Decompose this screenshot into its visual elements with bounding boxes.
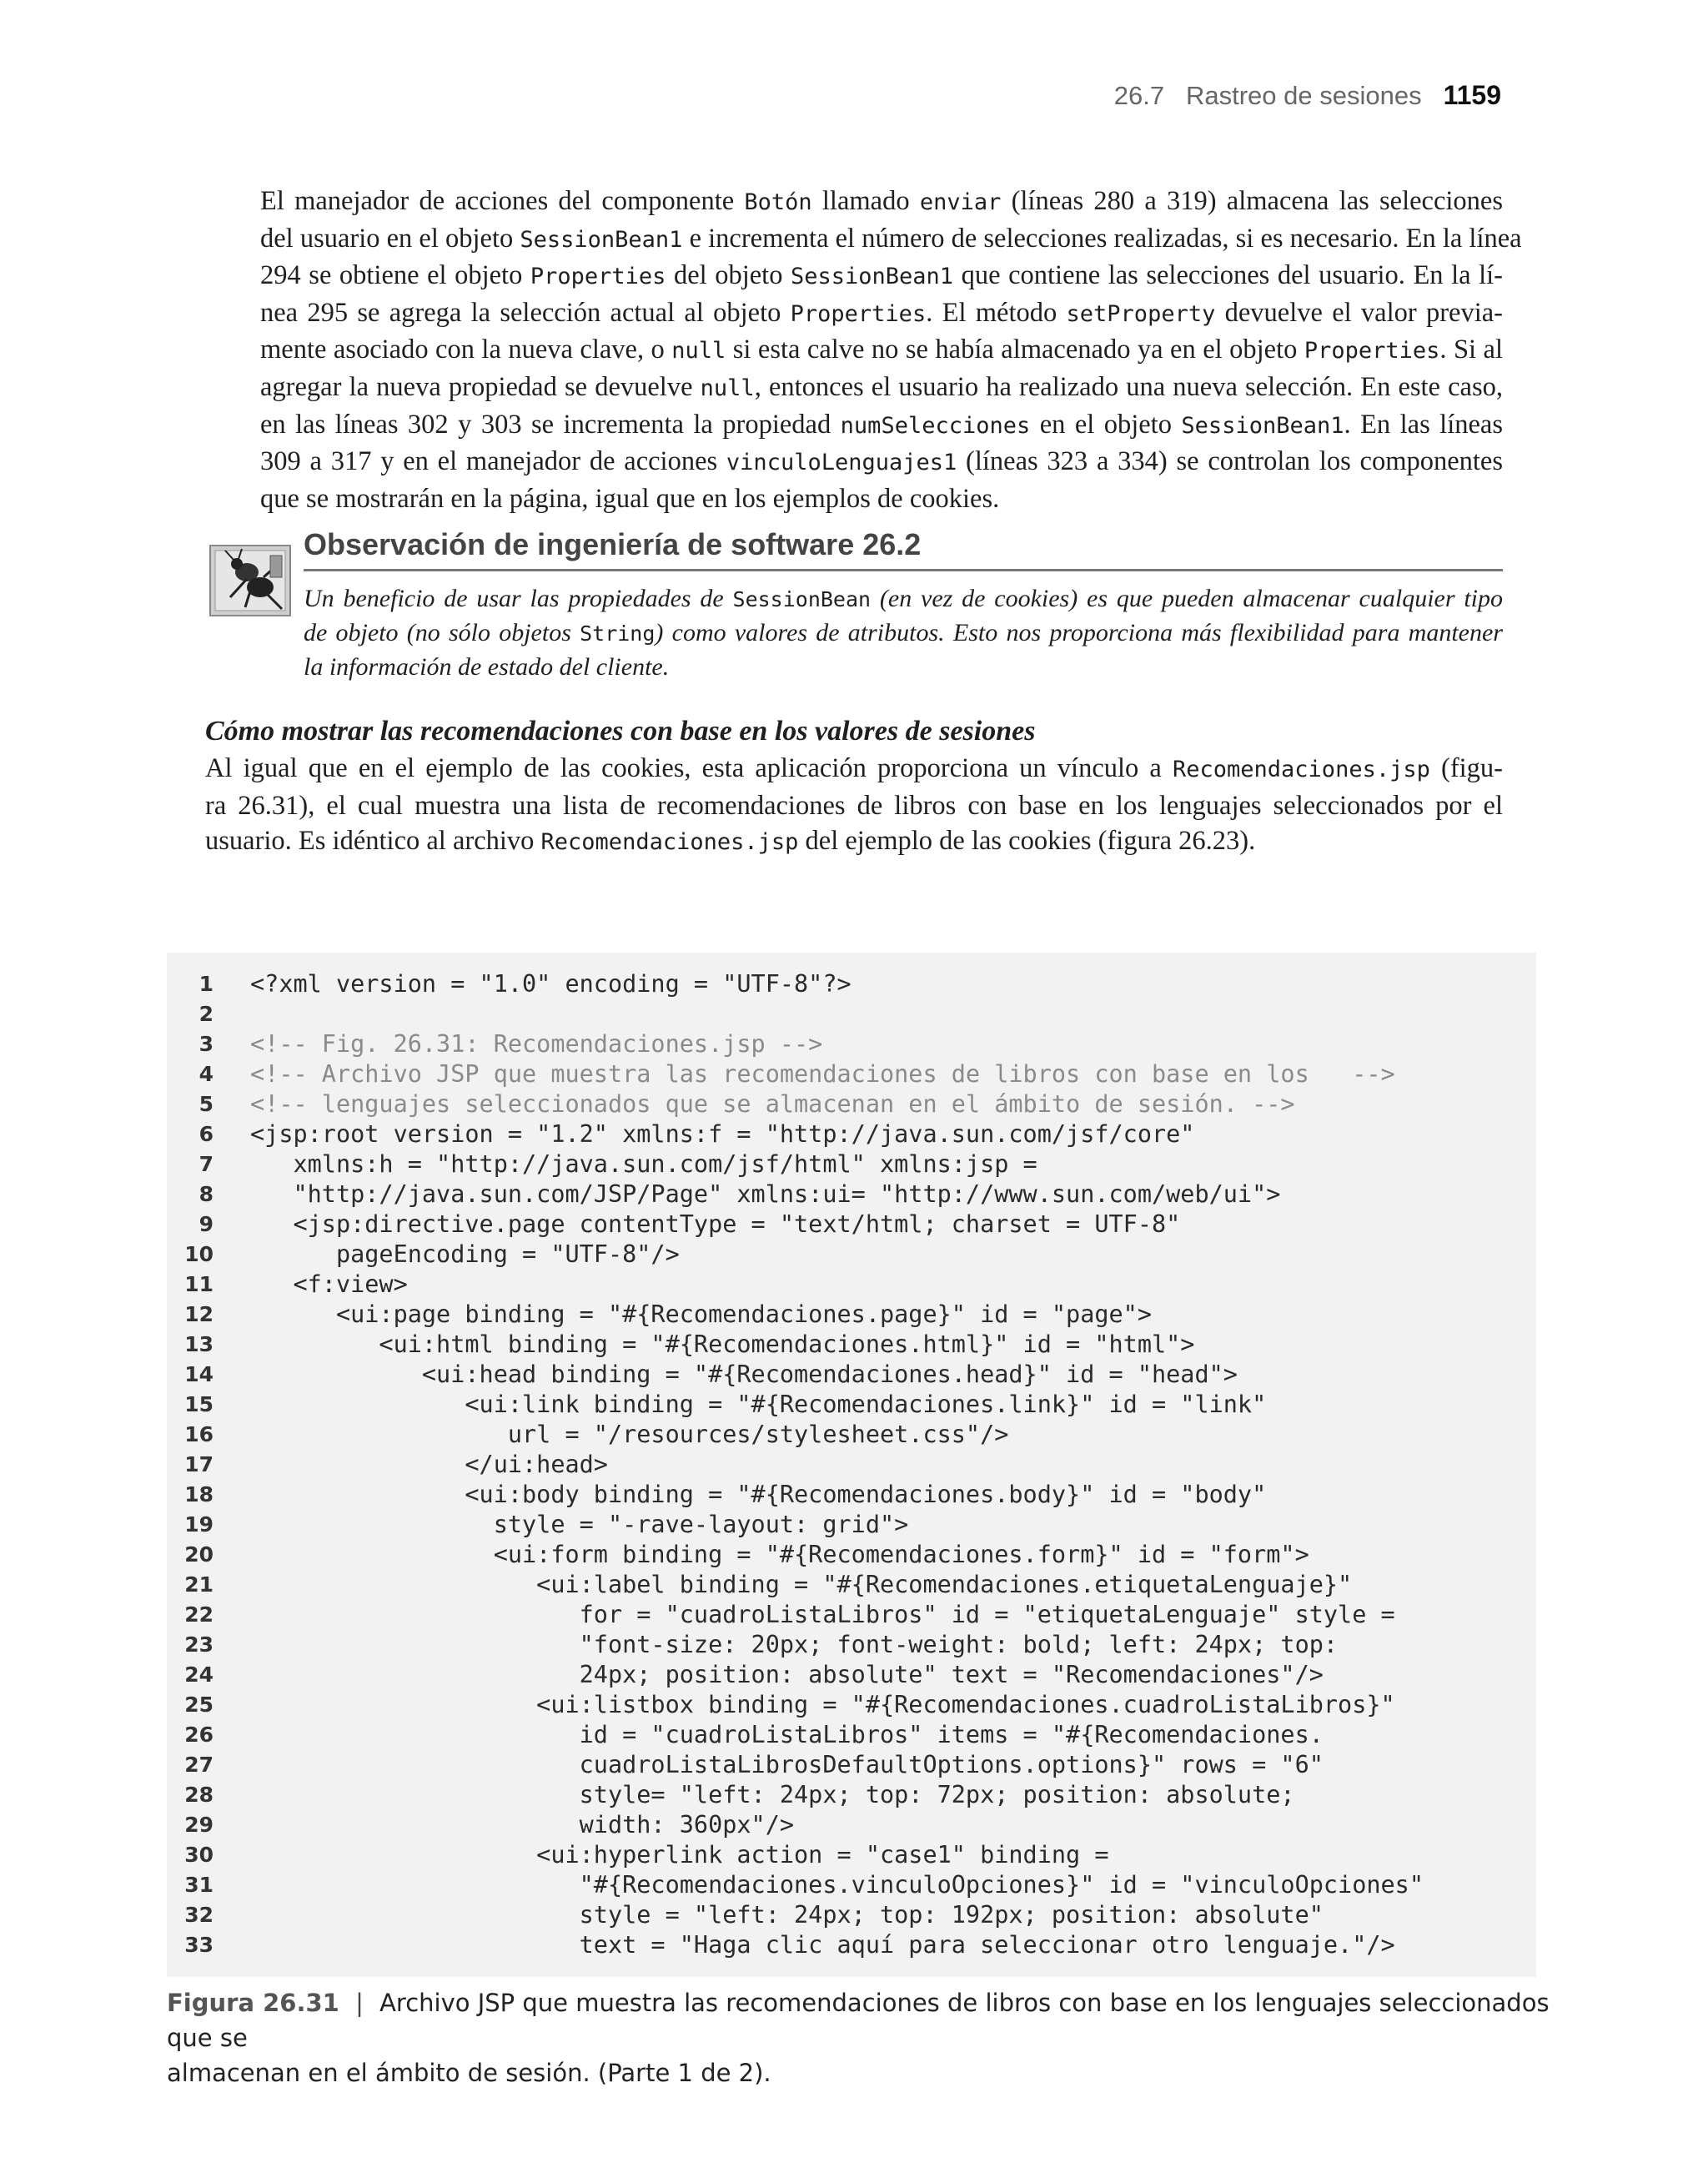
code-line — [167, 1900, 1536, 1930]
code-text: style = "-rave-layout: grid"> — [250, 1511, 909, 1538]
line-number: 15 — [184, 1392, 214, 1416]
code-text: for = "cuadroListaLibros" id = "etiquetaLenguaje" style = — [250, 1601, 1395, 1628]
code-text: <ui:link binding = "#{Recomendaciones.link}" id = "link" — [250, 1391, 1267, 1418]
inline-code: null — [700, 375, 755, 401]
inline-code: Recomendaciones.jsp — [1173, 757, 1430, 782]
line-number: 29 — [184, 1813, 214, 1837]
line-number: 23 — [184, 1632, 214, 1657]
code-text: </ui:head> — [250, 1451, 608, 1478]
line-number: 3 — [198, 1032, 214, 1056]
line-number: 25 — [184, 1693, 214, 1717]
code-line — [167, 1780, 1536, 1810]
code-line — [167, 1930, 1536, 1960]
code-text: <ui:body binding = "#{Recomendaciones.body}" id = "body" — [250, 1481, 1267, 1508]
code-text: width: 360px"/> — [250, 1811, 795, 1838]
code-line — [167, 1480, 1536, 1510]
line-number: 26 — [184, 1723, 214, 1747]
code-line — [167, 1180, 1536, 1210]
code-text: "#{Recomendaciones.vinculoOpciones}" id = "vinculoOpciones" — [250, 1871, 1424, 1899]
inline-code: Properties — [1304, 338, 1440, 365]
caption-text-line1: Archivo JSP que muestra las recomendaciones de libros con base en los lenguajes seleccionados que se — [167, 1989, 1550, 2052]
paragraph2-line: Al igual que en el ejemplo de las cookies, esta aplicación proporciona un vínculo a Recomendaciones.jsp (figu- — [205, 753, 1503, 783]
inline-code: String — [580, 621, 656, 646]
code-line — [167, 1300, 1536, 1330]
code-line — [167, 1390, 1536, 1420]
code-line — [167, 1089, 1536, 1119]
code-text: cuadroListaLibrosDefaultOptions.options}" rows = "6" — [250, 1751, 1324, 1778]
line-number: 7 — [198, 1152, 214, 1176]
paragraph1-line: agregar la nueva propiedad se devuelve null, entonces el usuario ha realizado una nueva selección. En este caso, — [260, 371, 1503, 402]
inline-code: SessionBean1 — [1181, 412, 1344, 439]
code-text: <ui:html binding = "#{Recomendaciones.html}" id = "html"> — [250, 1330, 1195, 1358]
observation-line: Un beneficio de usar las propiedades de SessionBean (en vez de cookies) es que pueden almacenar cualquier tipo — [304, 585, 1503, 612]
code-line — [167, 1270, 1536, 1300]
code-text: 24px; position: absolute" text = "Recomendaciones"/> — [250, 1661, 1324, 1688]
code-line — [167, 1600, 1536, 1630]
caption-separator: | — [355, 1989, 364, 2017]
caption-text-line2: almacenan en el ámbito de sesión. (Parte 1 de 2). — [167, 2059, 771, 2087]
paragraph1-line: El manejador de acciones del componente Botón llamado enviar (líneas 280 a 319) almacena las selecciones — [260, 186, 1503, 216]
inline-code: Recomendaciones.jsp — [540, 829, 799, 856]
figure-label: Figura 26.31 — [167, 1989, 339, 2017]
paragraph1-line: 309 a 317 y en el manejador de acciones vinculoLenguajes1 (líneas 323 a 334) se controlan los componentes — [260, 446, 1503, 477]
code-line — [167, 1149, 1536, 1180]
inline-code: SessionBean — [732, 587, 872, 611]
paragraph1-line: 294 se obtiene el objeto Properties del objeto SessionBean1 que contiene las selecciones del usuario. En la lí- — [260, 260, 1503, 291]
inline-code: SessionBean1 — [520, 226, 683, 253]
code-text: <ui:listbox binding = "#{Recomendaciones.cuadroListaLibros}" — [250, 1691, 1395, 1718]
code-text: "http://java.sun.com/JSP/Page" xmlns:ui= "http://www.sun.com/web/ui"> — [250, 1180, 1281, 1208]
inline-code: vinculoLenguajes1 — [726, 450, 957, 476]
line-number: 19 — [184, 1512, 214, 1537]
paragraph2-line: ra 26.31), el cual muestra una lista de recomendaciones de libros con base en los lenguajes seleccionados por el — [205, 790, 1503, 821]
inline-code: Properties — [790, 300, 927, 327]
code-line — [167, 1720, 1536, 1750]
line-number: 17 — [184, 1452, 214, 1476]
code-line — [167, 1119, 1536, 1149]
line-number: 30 — [184, 1843, 214, 1867]
code-text: url = "/resources/stylesheet.css"/> — [250, 1421, 1009, 1448]
line-number: 5 — [198, 1092, 214, 1116]
figure-caption — [167, 1985, 1551, 2090]
code-line — [167, 1660, 1536, 1690]
code-line — [167, 1420, 1536, 1450]
code-line — [167, 1840, 1536, 1870]
code-line — [167, 969, 1536, 999]
line-number: 10 — [184, 1242, 214, 1266]
code-text: <ui:head binding = "#{Recomendaciones.head}" id = "head"> — [250, 1361, 1238, 1388]
code-text: text = "Haga clic aquí para seleccionar otro lenguaje."/> — [250, 1931, 1395, 1959]
code-text: <jsp:root version = "1.2" xmlns:f = "http://java.sun.com/jsf/core" — [250, 1120, 1195, 1148]
paragraph2-line: usuario. Es idéntico al archivo Recomendaciones.jsp del ejemplo de las cookies (figura 26.23). — [205, 826, 1256, 857]
paragraph1-line: que se mostrarán en la página, igual que en los ejemplos de cookies. — [260, 483, 1000, 514]
code-text: xmlns:h = "http://java.sun.com/jsf/html" xmlns:jsp = — [250, 1150, 1037, 1178]
code-text: <?xml version = "1.0" encoding = "UTF-8"?> — [250, 970, 851, 998]
code-text: <!-- Fig. 26.31: Recomendaciones.jsp --> — [250, 1030, 823, 1058]
code-text: style = "left: 24px; top: 192px; position: absolute" — [250, 1901, 1324, 1929]
code-line — [167, 1240, 1536, 1270]
line-number: 12 — [184, 1302, 214, 1326]
code-line — [167, 1750, 1536, 1780]
line-number: 16 — [184, 1422, 214, 1446]
line-number: 6 — [198, 1122, 214, 1146]
inline-code: enviar — [919, 189, 1002, 215]
code-text: id = "cuadroListaLibros" items = "#{Recomendaciones. — [250, 1721, 1324, 1748]
section-heading: 26.7 Rastreo de sesiones — [1113, 81, 1422, 110]
inline-code: numSelecciones — [840, 412, 1031, 439]
code-line — [167, 1059, 1536, 1089]
line-number: 32 — [184, 1903, 214, 1927]
observation-line: la información de estado del cliente. — [304, 653, 670, 681]
line-number: 8 — [198, 1182, 214, 1206]
section-title: Cómo mostrar las recomendaciones con base en los valores de sesiones — [205, 716, 1036, 747]
code-line — [167, 1029, 1536, 1059]
line-number: 1 — [198, 972, 214, 996]
code-line — [167, 1870, 1536, 1900]
line-number: 2 — [198, 1002, 214, 1026]
line-number: 21 — [184, 1572, 214, 1597]
line-number: 18 — [184, 1482, 214, 1506]
line-number: 11 — [184, 1272, 214, 1296]
code-line — [167, 1360, 1536, 1390]
code-text: <ui:label binding = "#{Recomendaciones.etiquetaLenguaje}" — [250, 1571, 1353, 1598]
line-number: 33 — [184, 1933, 214, 1957]
line-number: 9 — [198, 1212, 214, 1236]
line-number: 28 — [184, 1783, 214, 1807]
inline-code: setProperty — [1066, 300, 1216, 327]
code-text: <f:view> — [250, 1270, 408, 1298]
running-header — [1114, 80, 1501, 111]
code-text: "font-size: 20px; font-weight: bold; left: 24px; top: — [250, 1631, 1339, 1658]
line-number: 27 — [184, 1753, 214, 1777]
code-text: <ui:page binding = "#{Recomendaciones.page}" id = "page"> — [250, 1300, 1152, 1328]
inline-code: Properties — [530, 264, 666, 290]
inline-code: SessionBean1 — [791, 264, 954, 290]
observation-line: de objeto (no sólo objetos String) como valores de atributos. Esto nos proporciona más flexibilidad para mantener — [304, 619, 1503, 646]
observation-title: Observación de ingeniería de software 26.2 — [304, 527, 1503, 571]
inline-code: Botón — [744, 189, 812, 215]
code-line — [167, 999, 1536, 1029]
paragraph1-line: en las líneas 302 y 303 se incrementa la propiedad numSelecciones en el objeto SessionBean1. En las líneas — [260, 409, 1503, 440]
observation-body — [304, 582, 1503, 684]
paragraph1-line: nea 295 se agrega la selección actual al objeto Properties. El método setProperty devuelve el valor previa- — [260, 297, 1504, 328]
line-number: 24 — [184, 1662, 214, 1687]
body-paragraph-2 — [205, 751, 1503, 861]
code-text: <jsp:directive.page contentType = "text/html; charset = UTF-8" — [250, 1210, 1181, 1238]
code-listing — [167, 953, 1536, 1977]
code-line — [167, 1630, 1536, 1660]
code-line — [167, 1210, 1536, 1240]
paragraph1-line: mente asociado con la nueva clave, o null si esta calve no se había almacenado ya en el objeto Properties. Si al — [260, 334, 1504, 365]
inline-code: null — [671, 338, 726, 365]
code-text: <!-- lenguajes seleccionados que se almacenan en el ámbito de sesión. --> — [250, 1090, 1295, 1118]
line-number: 13 — [184, 1332, 214, 1356]
code-text: <!-- Archivo JSP que muestra las recomendaciones de libros con base en los --> — [250, 1060, 1395, 1088]
line-number: 31 — [184, 1873, 214, 1897]
line-number: 4 — [198, 1062, 214, 1086]
line-number: 22 — [184, 1602, 214, 1627]
line-number: 14 — [184, 1362, 214, 1386]
software-engineering-ant-icon — [205, 539, 295, 622]
code-text: <ui:form binding = "#{Recomendaciones.form}" id = "form"> — [250, 1541, 1309, 1568]
code-line — [167, 1810, 1536, 1840]
code-line — [167, 1510, 1536, 1540]
code-line — [167, 1450, 1536, 1480]
code-line — [167, 1540, 1536, 1570]
code-text: style= "left: 24px; top: 72px; position: absolute; — [250, 1781, 1295, 1808]
code-text: <ui:hyperlink action = "case1" binding = — [250, 1841, 1109, 1869]
code-line — [167, 1690, 1536, 1720]
paragraph1-line: del usuario en el objeto SessionBean1 e incrementa el número de selecciones realizadas, si es necesario. En la línea — [260, 223, 1522, 254]
line-number: 20 — [184, 1542, 214, 1567]
code-text: pageEncoding = "UTF-8"/> — [250, 1240, 680, 1268]
code-line — [167, 1570, 1536, 1600]
body-paragraph-1 — [205, 184, 1522, 516]
code-line — [167, 1330, 1536, 1360]
page-number: 1159 — [1443, 80, 1501, 110]
